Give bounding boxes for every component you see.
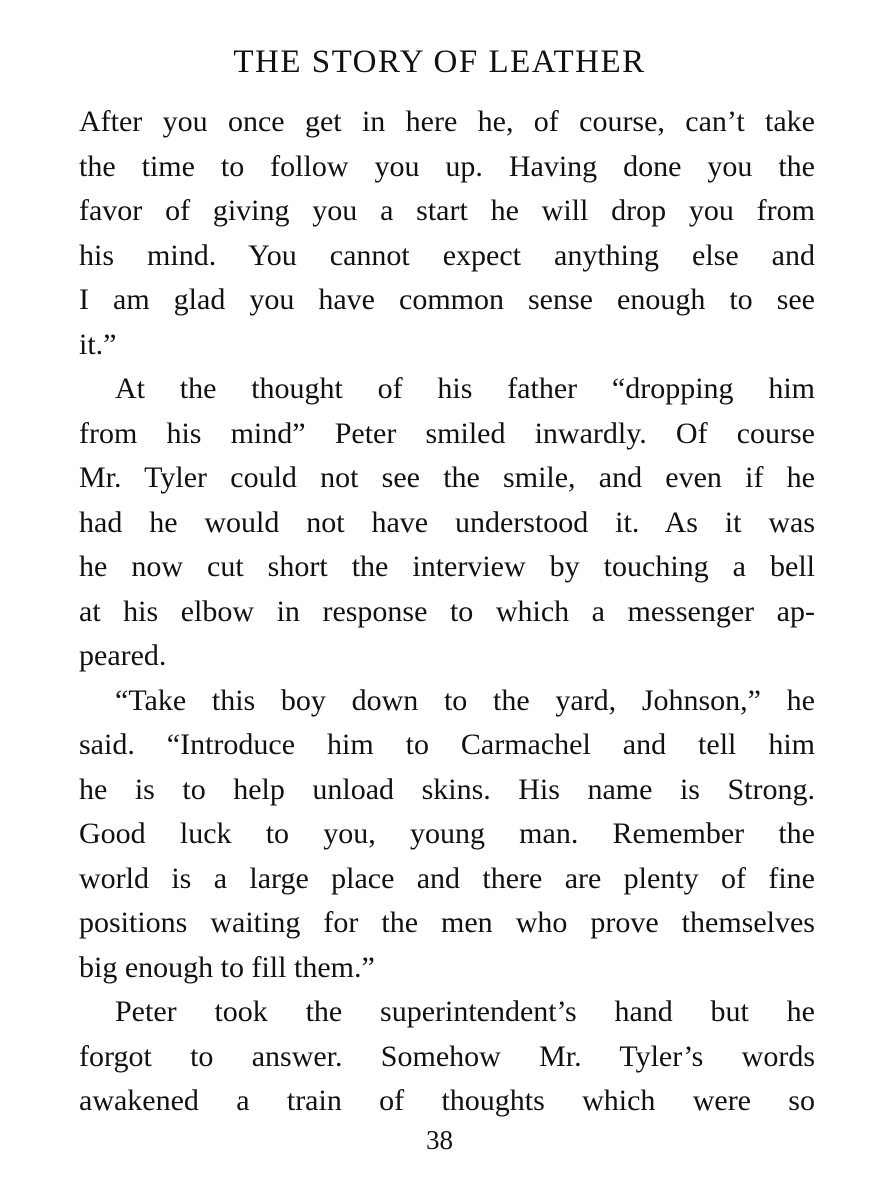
text-line: it.” — [79, 327, 117, 361]
text-line: he is to help unload skins. His name is Strong. — [79, 772, 815, 806]
text-line: favor of giving you a start he will drop you from — [79, 194, 815, 227]
text-line: peared. — [79, 639, 167, 672]
text-line: Good luck to you, young man. Remember the — [79, 817, 815, 850]
text-line: “Take this boy down to the yard, Johnson,” he — [115, 683, 815, 717]
text-line: big enough to fill them.” — [79, 950, 375, 984]
text-line: his mind. You cannot expect anything else and — [79, 238, 815, 272]
text-line: world is a large place and there are plenty of fine — [79, 861, 815, 895]
text-line: had he would not have understood it. As it was — [79, 505, 815, 539]
text-line: forgot to answer. Somehow Mr. Tyler’s words — [79, 1039, 815, 1073]
text-line: said. “Introduce him to Carmachel and tell him — [79, 728, 815, 761]
text-line: the time to follow you up. Having done you the — [79, 149, 815, 183]
text-line: from his mind” Peter smiled inwardly. Of course — [79, 416, 815, 450]
text-line: After you once get in here he, of course, can’t take — [79, 105, 815, 138]
text-line: he now cut short the interview by touching a bell — [79, 550, 815, 583]
text-line: At the thought of his father “dropping him — [115, 372, 815, 405]
text-line: Peter took the superintendent’s hand but he — [115, 995, 815, 1028]
text-line: positions waiting for the men who prove themselves — [79, 906, 815, 939]
text-line: I am glad you have common sense enough to see — [79, 283, 815, 316]
body-text — [79, 100, 815, 1124]
text-line: awakened a train of thoughts which were so — [79, 1084, 815, 1117]
page-number: 38 — [426, 1125, 453, 1155]
text-line: at his elbow in response to which a messenger ap- — [79, 594, 815, 628]
text-line: Mr. Tyler could not see the smile, and even if he — [79, 461, 815, 494]
running-head: THE STORY OF LEATHER — [233, 44, 646, 80]
